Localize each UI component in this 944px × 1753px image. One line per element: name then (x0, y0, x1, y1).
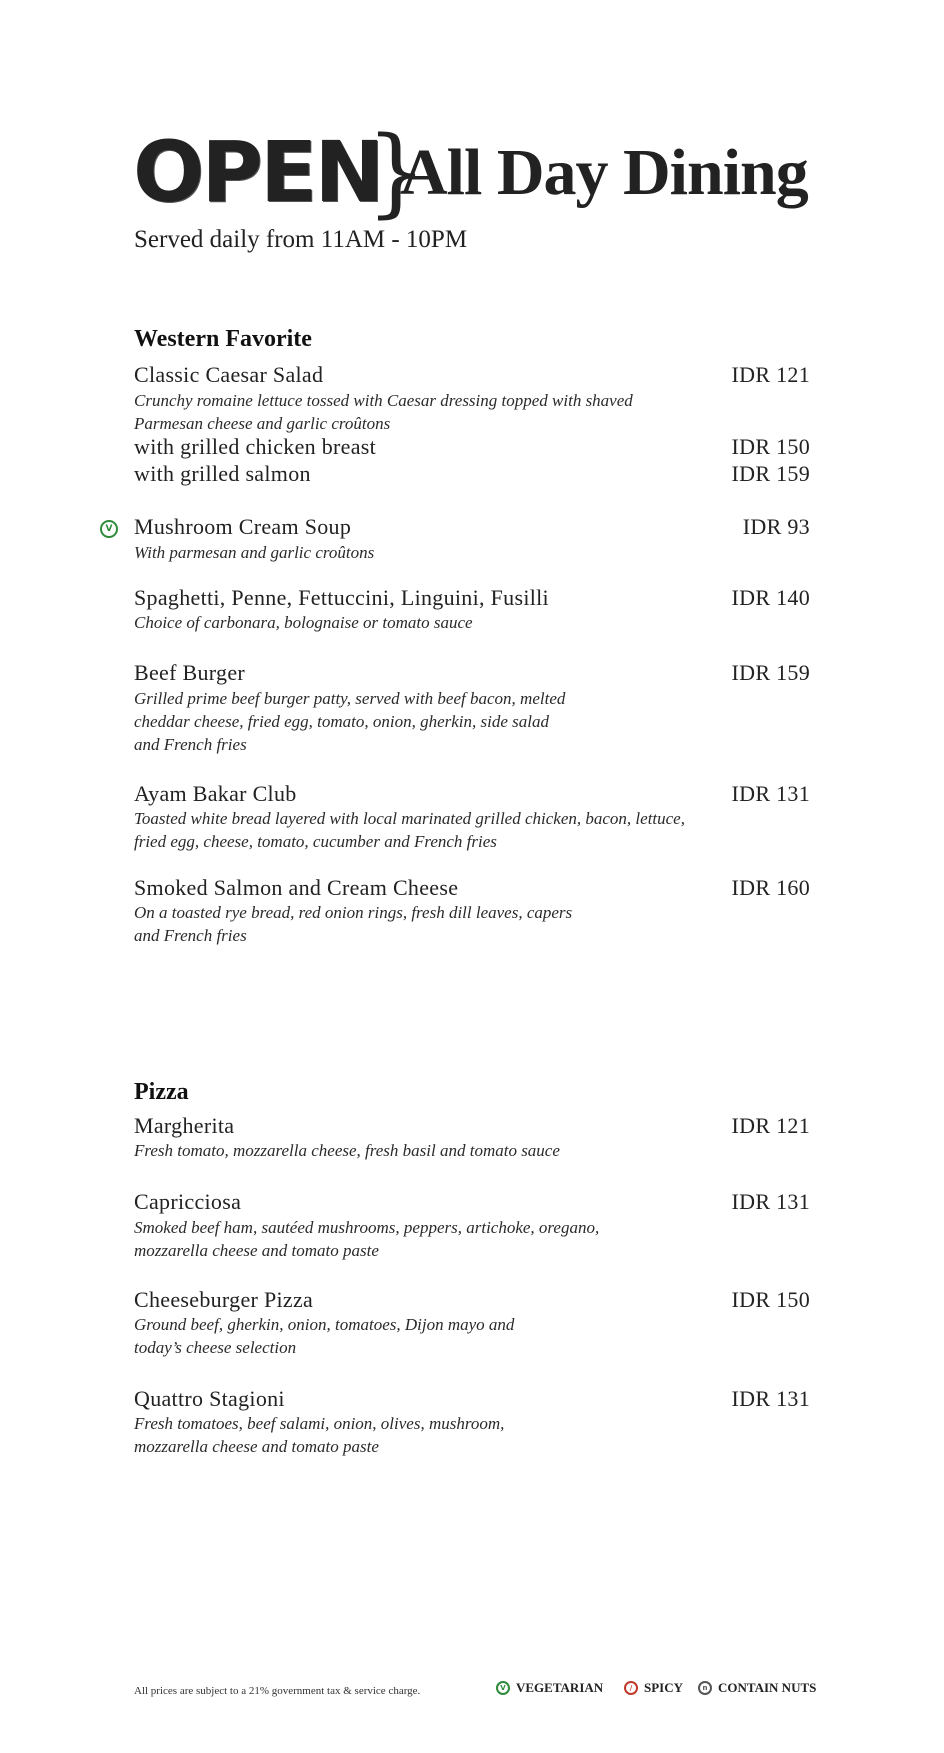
vegetarian-icon: V (496, 1681, 510, 1695)
menu-item-name: Spaghetti, Penne, Fettuccini, Linguini, Fusilli (134, 585, 549, 610)
menu-item-description: Ground beef, gherkin, onion, tomatoes, Dijon mayo and today’s cheese selection (134, 1315, 515, 1357)
legend-vegetarian (496, 1680, 603, 1696)
menu-item-price: IDR 150 (731, 434, 810, 459)
menu-item-price: IDR 131 (731, 781, 810, 806)
menu-item-description: With parmesan and garlic croûtons (134, 543, 375, 562)
section-title-western: Western Favorite (134, 326, 312, 352)
menu-item-description: On a toasted rye bread, red onion rings, fresh dill leaves, capers and French fries (134, 903, 573, 945)
serving-hours: Served daily from 11AM - 10PM (134, 226, 468, 253)
menu-item-name: Margherita (134, 1113, 235, 1138)
menu-item-name: Mushroom Cream Soup (134, 514, 352, 539)
menu-item-price: IDR 121 (731, 1113, 810, 1138)
legend-nuts (698, 1680, 816, 1696)
menu-item-price: IDR 93 (742, 514, 810, 539)
menu-item-name: Beef Burger (134, 660, 246, 685)
legend-label: SPICY (644, 1680, 684, 1695)
menu-item-description: Fresh tomatoes, beef salami, onion, olives, mushroom, mozzarella cheese and tomato paste (134, 1414, 505, 1456)
logo-brace: } (366, 116, 428, 228)
nuts-icon: n (698, 1681, 712, 1695)
menu-item-description: Grilled prime beef burger patty, served with beef bacon, melted cheddar cheese, fried egg, tomato, onion, gherkin, side salad and French fries (134, 689, 566, 754)
menu-item-name: Smoked Salmon and Cream Cheese (134, 875, 459, 900)
menu-item-price: IDR 131 (731, 1189, 810, 1214)
menu-item-description: Choice of carbonara, bolognaise or tomato sauce (134, 613, 473, 632)
menu-item-price: IDR 150 (731, 1287, 810, 1312)
menu-item-price: IDR 159 (731, 461, 810, 486)
logo-open-wordmark: OPEN (133, 123, 382, 221)
menu-item-name: Classic Caesar Salad (134, 362, 324, 387)
menu-item-description: Toasted white bread layered with local marinated grilled chicken, bacon, lettuce, fried egg, cheese, tomato, cucumber and French fries (134, 809, 685, 851)
menu-item-description: Smoked beef ham, sautéed mushrooms, peppers, artichoke, oregano, mozzarella cheese and tomato paste (134, 1218, 600, 1260)
section-title-pizza: Pizza (134, 1079, 189, 1105)
menu-item-description: Crunchy romaine lettuce tossed with Caesar dressing topped with shaved Parmesan cheese and garlic croûtons (134, 391, 633, 433)
menu-item-price: IDR 121 (731, 362, 810, 387)
legend-label: CONTAIN NUTS (718, 1680, 817, 1695)
menu-item-description: Fresh tomato, mozzarella cheese, fresh basil and tomato sauce (134, 1141, 560, 1160)
menu-item-option: with grilled chicken breast (134, 434, 377, 459)
menu-item-price: IDR 159 (731, 660, 810, 685)
page-title: All Day Dining (400, 136, 808, 209)
menu-item-name: Ayam Bakar Club (134, 781, 297, 806)
spicy-icon: / (624, 1681, 638, 1695)
menu-item-price: IDR 140 (731, 585, 810, 610)
menu-item-name: Cheeseburger Pizza (134, 1287, 314, 1312)
legend-label: VEGETARIAN (516, 1680, 604, 1695)
tax-note: All prices are subject to a 21% government tax & service charge. (134, 1685, 421, 1697)
menu-item-price: IDR 131 (731, 1386, 810, 1411)
vegetarian-icon: V (100, 520, 118, 538)
menu-item-price: IDR 160 (731, 875, 810, 900)
menu-item-name: Capricciosa (134, 1189, 242, 1214)
menu-item-name: Quattro Stagioni (134, 1386, 285, 1411)
legend-spicy (624, 1680, 683, 1696)
menu-item-option: with grilled salmon (134, 461, 311, 486)
